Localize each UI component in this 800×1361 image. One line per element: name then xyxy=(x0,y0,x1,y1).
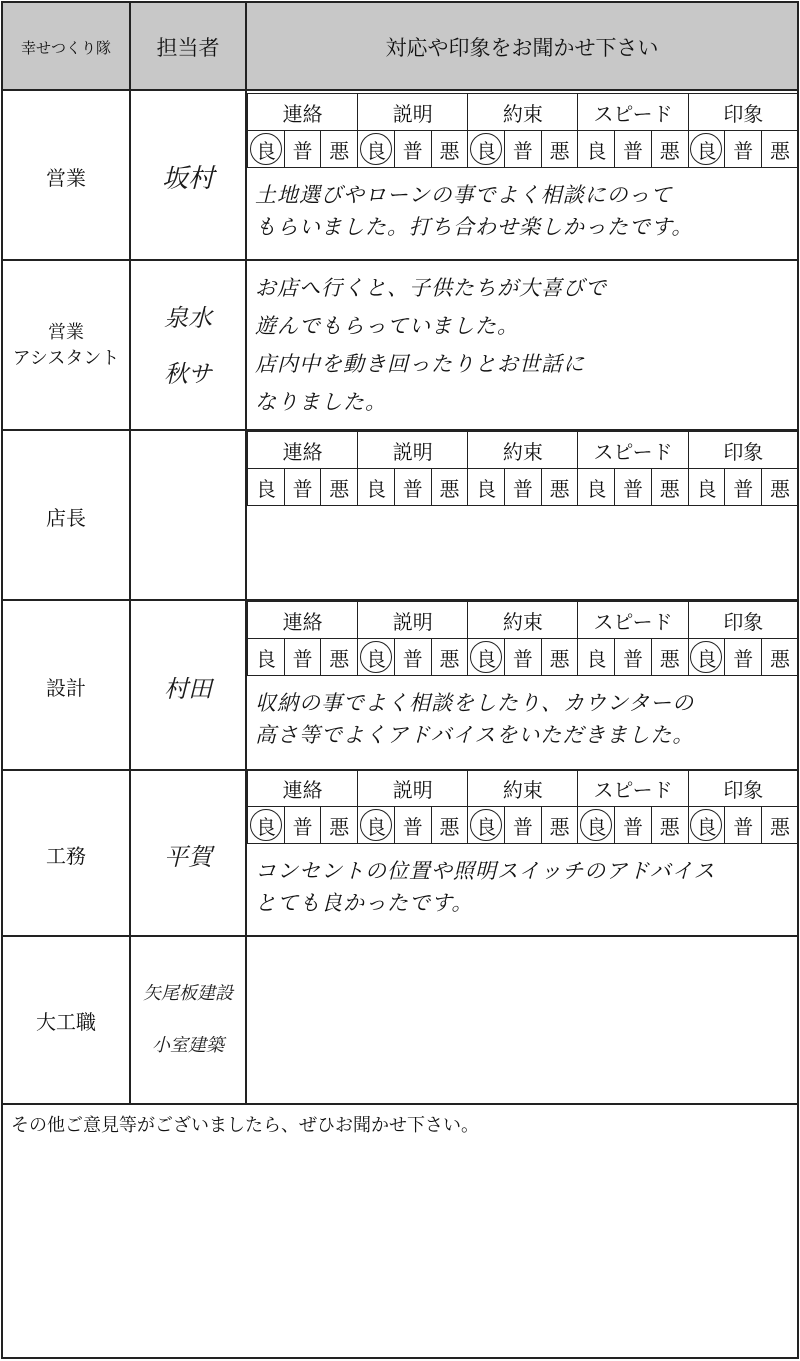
role-label: 大工職 xyxy=(36,1009,96,1034)
grade-bad: 悪 xyxy=(651,469,688,506)
category-label: 連絡 xyxy=(248,432,358,469)
footer-comment-area xyxy=(3,1145,797,1357)
grade-good-circled: 良 xyxy=(250,809,282,841)
grade-average: 普 xyxy=(284,469,321,506)
grade-bad: 悪 xyxy=(762,469,799,506)
grade-bad: 悪 xyxy=(431,469,468,506)
grade-bad: 悪 xyxy=(321,469,358,506)
comment-text: コンセントの位置や照明スイッチのアドバイス とても良かったです。 xyxy=(255,859,716,915)
grade-good: 良 xyxy=(688,469,725,506)
category-label: 説明 xyxy=(358,432,468,469)
header-team: 幸せつくり隊 xyxy=(3,3,131,91)
grade-good: 良 xyxy=(248,469,285,506)
category-label: 連絡 xyxy=(248,602,358,639)
category-label: 印象 xyxy=(688,602,798,639)
header-person: 担当者 xyxy=(131,3,247,91)
grade-good-circled: 良 xyxy=(470,809,502,841)
rating-table xyxy=(247,431,799,506)
category-label: 約束 xyxy=(468,94,578,131)
grade-good-circled: 良 xyxy=(690,133,722,165)
rating-table xyxy=(247,93,799,168)
grade-bad: 悪 xyxy=(762,639,799,676)
category-label: 印象 xyxy=(688,770,798,807)
person-signature: 矢尾板建設 小室建築 xyxy=(143,983,233,1056)
grade-bad: 悪 xyxy=(321,807,358,844)
grade-bad: 悪 xyxy=(651,639,688,676)
footer-label: その他ご意見等がございましたら、ぜひお聞かせ下さい。 xyxy=(11,1115,479,1136)
category-label: スピード xyxy=(578,94,688,131)
grade-bad: 悪 xyxy=(431,807,468,844)
grade-average: 普 xyxy=(615,807,652,844)
grade-good: 良 xyxy=(578,469,615,506)
grade-average: 普 xyxy=(725,807,762,844)
grade-bad: 悪 xyxy=(321,639,358,676)
grade-good-circled: 良 xyxy=(690,641,722,673)
category-label: 印象 xyxy=(688,94,798,131)
grade-average: 普 xyxy=(284,639,321,676)
feedback-form xyxy=(1,1,799,1359)
grade-average: 普 xyxy=(725,469,762,506)
comment-text: お店へ行くと、子供たちが大喜びで 遊んでもらっていました。 店内中を動き回ったりとお世話に なりました。 xyxy=(255,276,607,414)
grade-average: 普 xyxy=(394,469,431,506)
grade-bad: 悪 xyxy=(431,131,468,168)
role-label: 営業 アシスタント xyxy=(12,322,120,369)
comment-text xyxy=(247,937,797,1103)
grade-good-circled: 良 xyxy=(250,133,282,165)
grade-average: 普 xyxy=(394,807,431,844)
grade-average: 普 xyxy=(615,131,652,168)
grade-average: 普 xyxy=(615,639,652,676)
role-label: 設計 xyxy=(46,675,86,700)
category-label: 説明 xyxy=(358,770,468,807)
grade-good-circled: 良 xyxy=(470,641,502,673)
grade-good-circled: 良 xyxy=(360,641,392,673)
category-label: 説明 xyxy=(358,602,468,639)
role-label: 工務 xyxy=(46,843,86,868)
grade-average: 普 xyxy=(284,131,321,168)
grade-bad: 悪 xyxy=(762,807,799,844)
category-label: スピード xyxy=(578,770,688,807)
grade-bad: 悪 xyxy=(651,807,688,844)
grade-bad: 悪 xyxy=(541,131,578,168)
person-signature: 坂村 xyxy=(161,163,214,194)
grade-good: 良 xyxy=(358,469,395,506)
grade-good-circled: 良 xyxy=(360,133,392,165)
category-label: 説明 xyxy=(358,94,468,131)
grade-bad: 悪 xyxy=(541,807,578,844)
grade-average: 普 xyxy=(505,639,542,676)
rating-table xyxy=(247,601,799,676)
category-label: 連絡 xyxy=(248,770,358,807)
grade-good: 良 xyxy=(468,469,505,506)
grade-good-circled: 良 xyxy=(690,809,722,841)
comment-text: 土地選びやローンの事でよく相談にのって もらいました。打ち合わせ楽しかったです。 xyxy=(255,183,694,239)
comment-text xyxy=(247,515,797,599)
category-label: 連絡 xyxy=(248,94,358,131)
category-label: 印象 xyxy=(688,432,798,469)
grade-average: 普 xyxy=(725,639,762,676)
grade-bad: 悪 xyxy=(651,131,688,168)
person-signature: 平賀 xyxy=(164,842,212,871)
grade-bad: 悪 xyxy=(762,131,799,168)
grade-average: 普 xyxy=(615,469,652,506)
grade-good-circled: 良 xyxy=(580,809,612,841)
grade-bad: 悪 xyxy=(541,639,578,676)
grade-average: 普 xyxy=(394,639,431,676)
category-label: 約束 xyxy=(468,432,578,469)
grade-good: 良 xyxy=(578,639,615,676)
grade-average: 普 xyxy=(505,807,542,844)
category-label: スピード xyxy=(578,602,688,639)
category-label: 約束 xyxy=(468,602,578,639)
role-label: 営業 xyxy=(46,165,86,190)
header-feedback: 対応や印象をお聞かせ下さい xyxy=(385,36,659,60)
grade-bad: 悪 xyxy=(541,469,578,506)
category-label: 約束 xyxy=(468,770,578,807)
role-label: 店長 xyxy=(46,505,86,530)
grade-average: 普 xyxy=(505,469,542,506)
grade-bad: 悪 xyxy=(321,131,358,168)
rating-table xyxy=(247,769,799,844)
category-label: スピード xyxy=(578,432,688,469)
grade-average: 普 xyxy=(505,131,542,168)
grade-good-circled: 良 xyxy=(470,133,502,165)
grade-good-circled: 良 xyxy=(360,809,392,841)
grade-good: 良 xyxy=(578,131,615,168)
person-signature xyxy=(131,431,245,601)
grade-bad: 悪 xyxy=(431,639,468,676)
person-signature: 村田 xyxy=(164,674,212,703)
grade-average: 普 xyxy=(394,131,431,168)
person-signature: 泉水 秋サ xyxy=(164,304,212,388)
grade-good: 良 xyxy=(248,639,285,676)
grade-average: 普 xyxy=(284,807,321,844)
comment-text: 収納の事でよく相談をしたり、カウンターの 高さ等でよくアドバイスをいただきました。 xyxy=(255,691,695,747)
grade-average: 普 xyxy=(725,131,762,168)
